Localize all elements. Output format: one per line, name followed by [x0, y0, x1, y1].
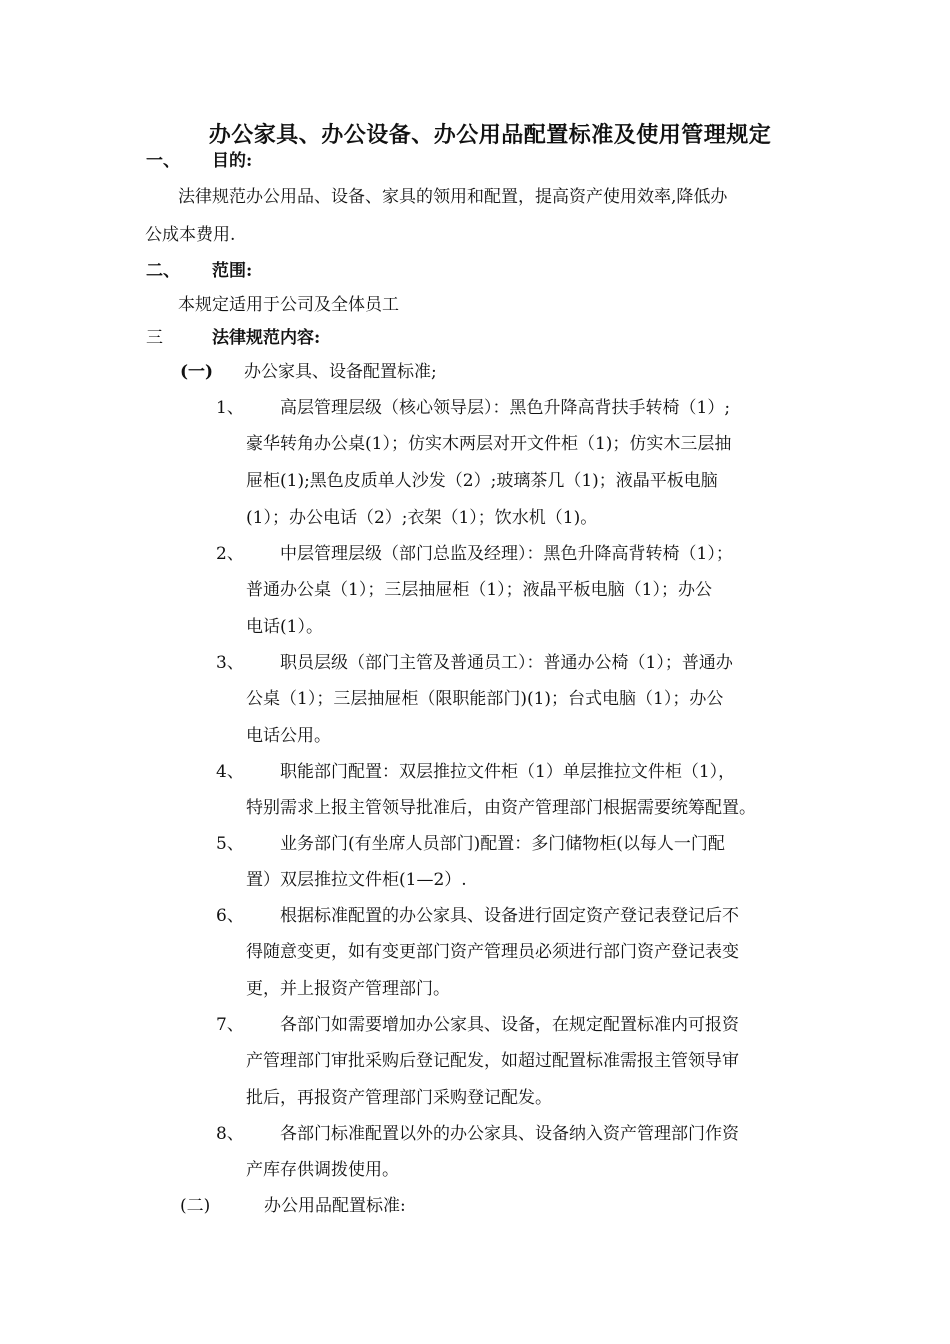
- item-1-line: 高层管理层级（核心领导层）：黑色升降高背扶手转椅（1）;: [280, 398, 731, 418]
- subsection-2-number: (二): [180, 1196, 211, 1216]
- section-2-number: 二、: [146, 261, 180, 281]
- item-2-line: 普通办公桌（1）；三层抽屉柜（1）；液晶平板电脑（1）；办公: [246, 580, 712, 600]
- subsection-2-label: 办公用品配置标准:: [264, 1196, 406, 1216]
- item-5-line: 业务部门(有坐席人员部门)配置：多门储物柜(以每人一门配: [280, 834, 725, 854]
- item-8-number: 8、: [216, 1124, 244, 1144]
- section-2-text-line: 本规定适用于公司及全体员工: [178, 295, 399, 315]
- subsection-1-label: 办公家具、设备配置标准;: [244, 362, 437, 382]
- item-3-line: 公桌（1）；三层抽屉柜（限职能部门)(1)；台式电脑（1）；办公: [246, 689, 724, 709]
- item-4-line: 职能部门配置：双层推拉文件柜（1）单层推拉文件柜（1），: [280, 762, 736, 782]
- item-1-line: (1）；办公电话（2）;衣架（1）；饮水机（1)。: [246, 508, 598, 528]
- item-7-line: 产管理部门审批采购后登记配发，如超过配置标准需报主管领导审: [246, 1051, 739, 1071]
- item-1-line: 豪华转角办公桌(1）；仿实木两层对开文件柜（1)；仿实木三层抽: [246, 434, 732, 454]
- item-7-number: 7、: [216, 1015, 244, 1035]
- section-3-number: 三: [146, 328, 163, 348]
- item-3-line: 职员层级（部门主管及普通员工）：普通办公椅（1）；普通办: [280, 653, 733, 673]
- subsection-1-number: (一): [180, 362, 214, 382]
- item-2-line: 电话(1）。: [246, 617, 323, 637]
- item-7-line: 批后，再报资产管理部门采购登记配发。: [246, 1088, 552, 1108]
- item-5-line: 置）双层推拉文件柜(1—2）.: [246, 870, 467, 890]
- item-6-line: 更，并上报资产管理部门。: [246, 979, 450, 999]
- item-3-line: 电话公用。: [246, 726, 331, 746]
- section-1-text-line: 公成本费用.: [145, 225, 236, 245]
- item-1-number: 1、: [216, 398, 244, 418]
- item-3-number: 3、: [216, 653, 244, 673]
- item-4-line: 特别需求上报主管领导批准后，由资产管理部门根据需要统筹配置。: [246, 798, 756, 818]
- section-2-heading: 范围:: [212, 261, 253, 281]
- item-8-line: 各部门标准配置以外的办公家具、设备纳入资产管理部门作资: [280, 1124, 739, 1144]
- item-5-number: 5、: [216, 834, 244, 854]
- item-6-line: 得随意变更，如有变更部门资产管理员必须进行部门资产登记表变: [246, 942, 739, 962]
- item-7-line: 各部门如需要增加办公家具、设备，在规定配置标准内可报资: [280, 1015, 739, 1035]
- item-2-number: 2、: [216, 544, 244, 564]
- section-1-heading: 目的:: [212, 151, 253, 171]
- item-4-number: 4、: [216, 762, 244, 782]
- section-1-text-line: 法律规范办公用品、设备、家具的领用和配置，提高资产使用效率,降低办: [178, 187, 728, 207]
- section-1-number: 一、: [146, 151, 180, 171]
- item-8-line: 产库存供调拨使用。: [246, 1160, 399, 1180]
- document-title: 办公家具、办公设备、办公用品配置标准及使用管理规定: [208, 122, 772, 148]
- item-6-line: 根据标准配置的办公家具、设备进行固定资产登记表登记后不: [280, 906, 739, 926]
- item-1-line: 屉柜(1);黑色皮质单人沙发（2）;玻璃茶几（1)；液晶平板电脑: [246, 471, 718, 491]
- item-6-number: 6、: [216, 906, 244, 926]
- item-2-line: 中层管理层级（部门总监及经理）：黑色升降高背转椅（1）；: [280, 544, 733, 564]
- section-3-heading: 法律规范内容:: [212, 328, 321, 348]
